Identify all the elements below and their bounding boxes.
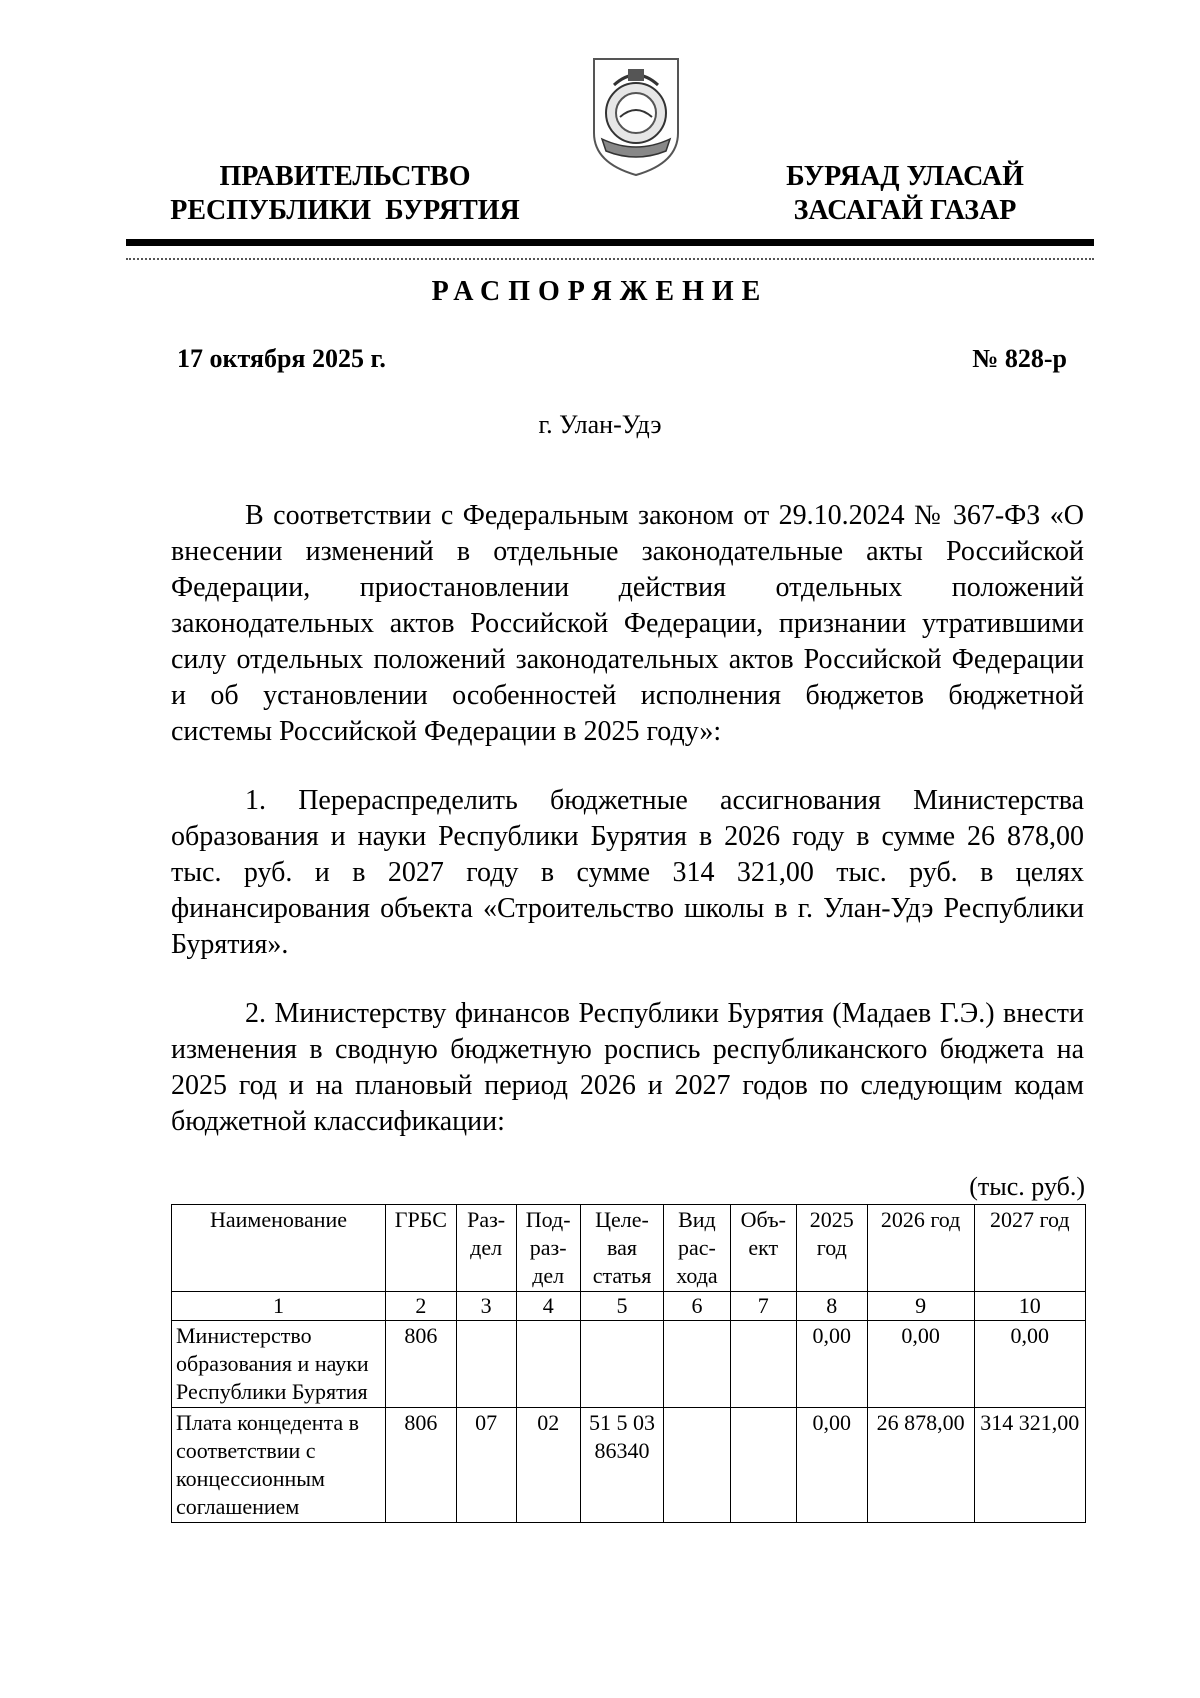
header-subsection: Под-раз-дел	[516, 1205, 580, 1292]
row-grbs: 806	[386, 1408, 457, 1523]
column-number: 7	[730, 1292, 796, 1321]
column-number: 4	[516, 1292, 580, 1321]
row-name: Министерство образования и науки Республики Бурятия	[172, 1321, 386, 1408]
row-expense-type	[664, 1321, 730, 1408]
header-2026: 2026 год	[867, 1205, 974, 1292]
org-name-russian-line-1: ПРАВИТЕЛЬСТВО	[219, 161, 471, 192]
header-name: Наименование	[172, 1205, 386, 1292]
clause-1-paragraph: 1. Перераспределить бюджетные ассигнования Министерства образования и науки Республики Бурятия в 2026 году в сумме 26 878,00 тыс. руб. и в 2027 году в сумме 314 321,00 тыс. руб. в целях финансирования объекта «Строительство школы в г. Улан-Удэ Республики Бурятия».	[171, 785, 1084, 960]
column-number: 5	[580, 1292, 663, 1321]
header-rule-thin	[126, 258, 1094, 260]
document-date: 17 октября 2025 г.	[177, 344, 386, 373]
row-amount-2027: 314 321,00	[974, 1408, 1085, 1523]
row-object	[730, 1408, 796, 1523]
budget-table	[171, 1204, 1086, 1523]
row-grbs: 806	[386, 1321, 457, 1408]
row-name: Плата концедента в соответствии с концессионным соглашением	[172, 1408, 386, 1523]
row-amount-2026: 0,00	[867, 1321, 974, 1408]
table-column-number-row	[172, 1292, 1086, 1321]
column-number: 8	[796, 1292, 867, 1321]
document-number: № 828-р	[972, 344, 1067, 373]
header-target-article: Целе-вая статья	[580, 1205, 663, 1292]
table-header-row	[172, 1205, 1086, 1292]
row-section	[456, 1321, 516, 1408]
header-2027: 2027 год	[974, 1205, 1085, 1292]
header-object: Объ-ект	[730, 1205, 796, 1292]
header-section: Раз-дел	[456, 1205, 516, 1292]
column-number: 10	[974, 1292, 1085, 1321]
table-row	[172, 1408, 1086, 1523]
column-number: 6	[664, 1292, 730, 1321]
org-name-buryat	[740, 160, 1070, 228]
column-number: 1	[172, 1292, 386, 1321]
org-name-russian	[150, 160, 540, 228]
row-amount-2025: 0,00	[796, 1408, 867, 1523]
column-number: 2	[386, 1292, 457, 1321]
org-name-buryat-line-1: БУРЯАД УЛАСАЙ	[786, 161, 1024, 192]
row-subsection: 02	[516, 1408, 580, 1523]
preamble-paragraph: В соответствии с Федеральным законом от 29.10.2024 № 367-ФЗ «О внесении изменений в отдельные законодательные акты Российской Федерации, приостановлении действия отдельных положений законодательных актов Российской Федерации, признании утратившими силу отдельных положений законодательных актов Российской Федерации и об установлении особенностей исполнения бюджетов бюджетной системы Российской Федерации в 2025 году»:	[171, 500, 1084, 747]
document-title: РАСПОРЯЖЕНИЕ	[431, 276, 769, 307]
row-subsection	[516, 1321, 580, 1408]
row-target-article: 51 5 03 86340	[580, 1408, 663, 1523]
row-expense-type	[664, 1408, 730, 1523]
row-amount-2027: 0,00	[974, 1321, 1085, 1408]
document-city: г. Улан-Удэ	[538, 410, 662, 439]
table-units-label: (тыс. руб.)	[969, 1172, 1085, 1201]
row-section: 07	[456, 1408, 516, 1523]
coat-of-arms-icon	[588, 55, 684, 179]
column-number: 9	[867, 1292, 974, 1321]
header-2025: 2025 год	[796, 1205, 867, 1292]
row-target-article	[580, 1321, 663, 1408]
row-amount-2026: 26 878,00	[867, 1408, 974, 1523]
row-object	[730, 1321, 796, 1408]
org-name-buryat-line-2: ЗАСАГАЙ ГАЗАР	[793, 195, 1017, 226]
header-grbs: ГРБС	[386, 1205, 457, 1292]
header-rule-thick	[126, 239, 1094, 246]
column-number: 3	[456, 1292, 516, 1321]
header-expense-type: Вид рас-хода	[664, 1205, 730, 1292]
clause-2-paragraph: 2. Министерству финансов Республики Бурятия (Мадаев Г.Э.) внести изменения в сводную бюджетную роспись республиканского бюджета на 2025 год и на плановый период 2026 и 2027 годов по следующим кодам бюджетной классификации:	[171, 998, 1084, 1137]
org-name-russian-line-2: РЕСПУБЛИКИ БУРЯТИЯ	[170, 195, 520, 226]
table-row	[172, 1321, 1086, 1408]
row-amount-2025: 0,00	[796, 1321, 867, 1408]
